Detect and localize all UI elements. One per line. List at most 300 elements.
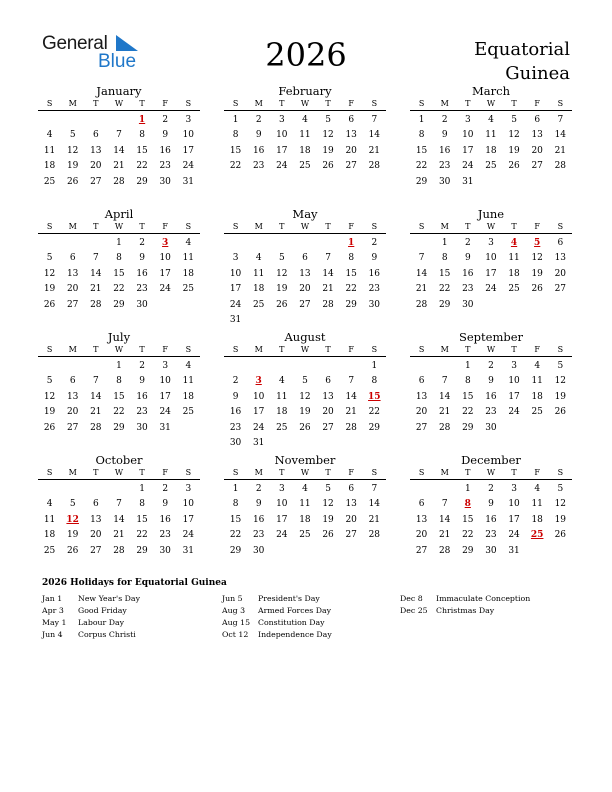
month-september xyxy=(410,330,572,436)
empty-day-cell xyxy=(84,236,107,251)
day-cell: 4 xyxy=(534,484,541,494)
day-cell: 10 xyxy=(276,499,288,510)
weekday-header xyxy=(38,344,200,357)
day-cell: 17 xyxy=(485,268,497,279)
day-cell: 9 xyxy=(371,253,378,264)
day-cell: 26 xyxy=(276,299,288,310)
day-cell: 3 xyxy=(278,115,285,125)
empty-day-cell xyxy=(317,359,340,374)
holiday-date: Jun 4 xyxy=(42,630,63,639)
day-cell: 15 xyxy=(415,145,428,156)
weekday-label: W xyxy=(114,345,124,354)
day-cell: 2 xyxy=(488,361,494,371)
weekday-label: S xyxy=(371,99,378,108)
empty-day-cell xyxy=(38,113,61,128)
day-cell: 20 xyxy=(299,284,311,295)
weekday-label: T xyxy=(325,222,331,231)
day-cell: 30 xyxy=(136,299,148,310)
day-cell: 17 xyxy=(276,514,288,525)
day-cell: 3 xyxy=(232,253,239,264)
weekday-label: F xyxy=(348,345,354,354)
weekday-label: W xyxy=(114,99,124,108)
day-cell: 12 xyxy=(531,253,543,264)
weekday-label: T xyxy=(325,468,331,477)
holiday-day-cell: 8 xyxy=(464,499,471,510)
day-cell: 17 xyxy=(508,514,520,525)
day-cell: 7 xyxy=(92,253,99,264)
day-cell: 28 xyxy=(90,422,102,433)
day-cell: 14 xyxy=(322,268,334,279)
empty-day-cell xyxy=(270,359,293,374)
day-cell: 17 xyxy=(229,284,242,295)
day-cell: 10 xyxy=(229,268,242,279)
day-cell: 9 xyxy=(232,391,239,402)
day-cell: 23 xyxy=(229,422,242,433)
day-cell: 5 xyxy=(557,361,564,371)
day-cell: 29 xyxy=(113,299,125,310)
day-cell: 19 xyxy=(299,407,311,418)
empty-day-cell xyxy=(38,236,61,251)
day-cell: 17 xyxy=(182,145,195,156)
day-cell: 29 xyxy=(136,545,148,556)
day-cell: 5 xyxy=(325,484,331,494)
empty-day-cell xyxy=(61,236,84,251)
day-cell: 23 xyxy=(159,161,171,172)
day-cell: 30 xyxy=(438,176,451,187)
day-cell: 26 xyxy=(554,530,567,541)
weekday-label: F xyxy=(348,468,354,477)
weekday-label: S xyxy=(46,222,53,231)
day-cell: 10 xyxy=(508,376,520,387)
weekday-header xyxy=(410,467,572,480)
day-cell: 25 xyxy=(182,284,195,295)
weekday-label: S xyxy=(418,468,425,477)
day-cell: 18 xyxy=(299,514,311,525)
day-cell: 14 xyxy=(90,268,102,279)
day-cell: 28 xyxy=(90,299,102,310)
day-cell: 13 xyxy=(554,253,567,264)
day-cell: 18 xyxy=(508,268,520,279)
weekday-label: T xyxy=(93,222,99,231)
holiday-day-cell: 3 xyxy=(162,238,169,248)
day-cell: 11 xyxy=(508,253,520,264)
day-cell: 22 xyxy=(462,407,474,418)
day-cell: 25 xyxy=(182,407,195,418)
day-cell: 16 xyxy=(485,391,497,402)
weekday-label: F xyxy=(534,222,540,231)
weekday-label: S xyxy=(232,345,239,354)
day-cell: 3 xyxy=(511,484,517,494)
day-cell: 14 xyxy=(415,268,428,279)
holiday-name: Immaculate Conception xyxy=(436,594,531,603)
day-cell: 6 xyxy=(302,253,308,264)
day-cell: 29 xyxy=(462,422,474,433)
holiday-name: Corpus Christi xyxy=(78,630,136,639)
weekday-label: S xyxy=(557,345,564,354)
day-cell: 23 xyxy=(136,407,148,418)
day-cell: 29 xyxy=(415,176,428,187)
weekday-label: M xyxy=(254,468,263,477)
day-cell: 8 xyxy=(441,253,448,264)
day-cell: 11 xyxy=(531,376,543,387)
month-name: December xyxy=(461,453,521,467)
day-cell: 19 xyxy=(554,391,567,402)
day-cell: 20 xyxy=(90,161,102,172)
day-grid xyxy=(224,234,386,328)
empty-day-cell xyxy=(61,113,84,128)
month-may xyxy=(224,207,386,328)
day-cell: 7 xyxy=(92,376,99,387)
day-cell: 4 xyxy=(488,115,494,125)
country-name xyxy=(474,38,570,86)
day-cell: 11 xyxy=(43,514,56,525)
day-cell: 20 xyxy=(66,284,79,295)
holiday-date: Aug 15 xyxy=(222,618,251,627)
day-cell: 11 xyxy=(485,130,497,141)
holiday-row xyxy=(400,593,530,605)
empty-day-cell xyxy=(247,236,270,251)
day-cell: 27 xyxy=(415,422,428,433)
holiday-date: Jun 5 xyxy=(222,594,243,603)
month-december xyxy=(410,453,572,559)
weekday-label: T xyxy=(279,99,285,108)
month-name: April xyxy=(104,207,134,221)
day-cell: 12 xyxy=(299,391,311,402)
weekday-label: W xyxy=(300,468,310,477)
day-cell: 4 xyxy=(46,499,53,510)
day-grid xyxy=(38,111,200,190)
month-name: July xyxy=(107,330,131,344)
day-cell: 5 xyxy=(278,253,285,264)
day-cell: 15 xyxy=(136,514,148,525)
empty-day-cell xyxy=(61,359,84,374)
day-cell: 18 xyxy=(182,391,195,402)
day-cell: 23 xyxy=(252,161,265,172)
day-cell: 12 xyxy=(554,376,567,387)
weekday-label: W xyxy=(486,468,496,477)
day-cell: 13 xyxy=(322,391,334,402)
day-cell: 16 xyxy=(229,407,242,418)
day-cell: 24 xyxy=(508,407,520,418)
day-cell: 22 xyxy=(462,530,474,541)
holiday-row xyxy=(42,593,140,605)
day-cell: 19 xyxy=(322,145,334,156)
day-cell: 28 xyxy=(322,299,334,310)
day-cell: 23 xyxy=(368,284,381,295)
day-cell: 31 xyxy=(508,545,520,556)
weekday-label: W xyxy=(300,99,310,108)
day-grid xyxy=(224,480,386,559)
day-cell: 21 xyxy=(415,284,428,295)
day-cell: 27 xyxy=(345,161,357,172)
country-name-line1: Equatorial xyxy=(474,39,570,60)
weekday-label: S xyxy=(418,99,425,108)
empty-day-cell xyxy=(61,482,84,497)
day-cell: 5 xyxy=(557,484,564,494)
day-cell: 9 xyxy=(162,130,169,141)
weekday-label: W xyxy=(300,345,310,354)
holiday-day-cell: 12 xyxy=(66,514,79,525)
weekday-label: S xyxy=(185,99,192,108)
day-cell: 2 xyxy=(232,376,239,387)
day-cell: 22 xyxy=(229,530,242,541)
day-cell: 7 xyxy=(371,115,378,125)
day-cell: 28 xyxy=(113,176,125,187)
day-cell: 30 xyxy=(159,176,171,187)
empty-day-cell xyxy=(107,113,130,128)
empty-day-cell xyxy=(224,236,247,251)
day-cell: 27 xyxy=(90,176,102,187)
day-cell: 21 xyxy=(113,530,125,541)
day-cell: 6 xyxy=(69,253,76,264)
weekday-label: M xyxy=(254,99,263,108)
day-cell: 12 xyxy=(66,145,79,156)
day-cell: 28 xyxy=(415,299,428,310)
weekday-label: F xyxy=(348,222,354,231)
month-name: June xyxy=(477,207,505,221)
day-cell: 16 xyxy=(462,268,474,279)
month-name: May xyxy=(292,207,318,221)
day-cell: 23 xyxy=(485,407,497,418)
day-cell: 9 xyxy=(488,499,494,510)
day-cell: 1 xyxy=(139,484,145,494)
weekday-header xyxy=(410,221,572,234)
weekday-label: T xyxy=(139,222,145,231)
day-cell: 1 xyxy=(116,238,122,248)
day-cell: 9 xyxy=(441,130,448,141)
day-cell: 21 xyxy=(90,284,102,295)
day-cell: 21 xyxy=(438,407,451,418)
day-cell: 21 xyxy=(368,145,381,156)
day-cell: 23 xyxy=(485,530,497,541)
weekday-header xyxy=(38,98,200,111)
day-cell: 25 xyxy=(299,530,311,541)
day-cell: 11 xyxy=(276,391,288,402)
day-cell: 9 xyxy=(464,253,471,264)
day-cell: 5 xyxy=(46,253,53,264)
day-cell: 2 xyxy=(139,361,145,371)
day-cell: 31 xyxy=(182,176,195,187)
day-cell: 4 xyxy=(278,376,285,387)
day-cell: 27 xyxy=(90,545,102,556)
day-cell: 8 xyxy=(371,376,378,387)
day-cell: 11 xyxy=(182,376,195,387)
day-cell: 9 xyxy=(139,376,145,387)
weekday-label: M xyxy=(254,222,263,231)
day-cell: 1 xyxy=(441,238,448,248)
day-cell: 20 xyxy=(345,145,357,156)
day-cell: 25 xyxy=(531,407,543,418)
holiday-row xyxy=(42,605,140,617)
month-name: January xyxy=(96,84,142,98)
day-cell: 7 xyxy=(441,376,448,387)
day-cell: 2 xyxy=(488,484,494,494)
day-cell: 15 xyxy=(229,514,242,525)
weekday-label: S xyxy=(557,468,564,477)
weekday-header xyxy=(224,221,386,234)
day-cell: 3 xyxy=(185,484,192,494)
day-cell: 5 xyxy=(46,376,53,387)
weekday-label: W xyxy=(486,345,496,354)
day-cell: 20 xyxy=(345,514,357,525)
day-cell: 14 xyxy=(438,391,451,402)
day-cell: 21 xyxy=(554,145,567,156)
empty-day-cell xyxy=(293,236,316,251)
day-cell: 12 xyxy=(322,499,334,510)
day-cell: 29 xyxy=(345,299,357,310)
day-cell: 17 xyxy=(462,145,474,156)
day-cell: 18 xyxy=(299,145,311,156)
day-cell: 26 xyxy=(43,422,56,433)
day-cell: 26 xyxy=(531,284,543,295)
day-cell: 13 xyxy=(345,499,357,510)
month-july xyxy=(38,330,200,436)
weekday-label: M xyxy=(68,99,77,108)
day-cell: 4 xyxy=(185,361,192,371)
day-cell: 13 xyxy=(415,514,428,525)
day-cell: 24 xyxy=(182,530,195,541)
day-cell: 11 xyxy=(299,130,311,141)
empty-day-cell xyxy=(433,482,456,497)
day-cell: 11 xyxy=(252,268,265,279)
empty-day-cell xyxy=(433,359,456,374)
day-cell: 4 xyxy=(302,115,308,125)
day-grid xyxy=(224,111,386,175)
holiday-day-cell: 4 xyxy=(510,238,518,248)
day-cell: 13 xyxy=(415,391,428,402)
day-cell: 19 xyxy=(66,530,79,541)
day-cell: 26 xyxy=(322,530,334,541)
day-cell: 9 xyxy=(162,499,169,510)
empty-day-cell xyxy=(84,482,107,497)
holiday-day-cell: 1 xyxy=(348,238,355,248)
day-grid xyxy=(410,480,572,559)
day-cell: 16 xyxy=(136,391,148,402)
day-cell: 25 xyxy=(252,299,265,310)
holiday-date: May 1 xyxy=(42,618,67,627)
day-cell: 19 xyxy=(43,407,56,418)
weekday-header xyxy=(38,221,200,234)
day-cell: 7 xyxy=(371,484,378,494)
day-cell: 4 xyxy=(534,361,541,371)
holiday-row xyxy=(222,617,332,629)
day-cell: 9 xyxy=(255,130,262,141)
day-cell: 14 xyxy=(345,391,357,402)
weekday-label: S xyxy=(232,222,239,231)
day-cell: 3 xyxy=(278,484,285,494)
day-cell: 19 xyxy=(322,514,334,525)
day-grid xyxy=(38,480,200,559)
holiday-day-cell: 1 xyxy=(138,115,146,125)
day-cell: 18 xyxy=(182,268,195,279)
day-cell: 16 xyxy=(136,268,148,279)
empty-day-cell xyxy=(38,482,61,497)
day-cell: 15 xyxy=(462,514,474,525)
day-cell: 22 xyxy=(368,407,381,418)
day-cell: 18 xyxy=(252,284,265,295)
day-cell: 3 xyxy=(488,238,494,248)
day-cell: 11 xyxy=(182,253,195,264)
day-cell: 27 xyxy=(66,422,79,433)
day-cell: 25 xyxy=(43,545,56,556)
weekday-label: M xyxy=(440,222,449,231)
day-cell: 2 xyxy=(441,115,448,125)
day-cell: 24 xyxy=(182,161,195,172)
day-cell: 5 xyxy=(325,115,331,125)
weekday-header xyxy=(410,98,572,111)
day-cell: 6 xyxy=(348,484,355,494)
holiday-name: New Year's Day xyxy=(78,594,140,603)
holiday-name: Independence Day xyxy=(258,630,332,639)
day-cell: 12 xyxy=(43,391,56,402)
weekday-label: W xyxy=(486,99,496,108)
day-cell: 16 xyxy=(368,268,381,279)
day-cell: 19 xyxy=(43,284,56,295)
day-cell: 6 xyxy=(534,115,541,125)
day-cell: 7 xyxy=(116,130,122,141)
weekday-label: T xyxy=(325,99,331,108)
day-grid xyxy=(410,234,572,313)
day-cell: 7 xyxy=(441,499,448,510)
day-cell: 18 xyxy=(531,391,543,402)
day-cell: 30 xyxy=(368,299,381,310)
month-name: November xyxy=(274,453,336,467)
holiday-name: President's Day xyxy=(258,594,320,603)
month-name: October xyxy=(95,453,143,467)
day-cell: 22 xyxy=(345,284,357,295)
day-cell: 8 xyxy=(418,130,425,141)
holiday-name: Armed Forces Day xyxy=(258,606,332,615)
day-cell: 27 xyxy=(554,284,567,295)
day-cell: 16 xyxy=(438,145,451,156)
month-october xyxy=(38,453,200,559)
day-cell: 4 xyxy=(185,238,192,248)
day-cell: 15 xyxy=(113,268,125,279)
day-cell: 24 xyxy=(276,161,288,172)
holidays-column xyxy=(42,593,140,641)
day-cell: 3 xyxy=(185,115,192,125)
day-grid xyxy=(38,357,200,436)
day-cell: 24 xyxy=(276,530,288,541)
day-cell: 18 xyxy=(276,407,288,418)
day-cell: 5 xyxy=(69,499,76,510)
weekday-label: S xyxy=(371,468,378,477)
day-cell: 13 xyxy=(531,130,543,141)
weekday-label: T xyxy=(465,222,471,231)
day-cell: 29 xyxy=(113,422,125,433)
day-cell: 12 xyxy=(322,130,334,141)
day-cell: 2 xyxy=(255,115,262,125)
holiday-name: Good Friday xyxy=(78,606,127,615)
month-february xyxy=(224,84,386,175)
day-cell: 26 xyxy=(554,407,567,418)
day-cell: 31 xyxy=(229,314,242,325)
day-cell: 4 xyxy=(46,130,53,141)
day-cell: 10 xyxy=(508,499,520,510)
day-cell: 12 xyxy=(276,268,288,279)
weekday-label: T xyxy=(511,222,517,231)
day-cell: 6 xyxy=(348,115,355,125)
day-cell: 13 xyxy=(90,145,102,156)
day-cell: 19 xyxy=(276,284,288,295)
day-cell: 12 xyxy=(43,268,56,279)
weekday-label: S xyxy=(371,345,378,354)
empty-day-cell xyxy=(293,359,316,374)
day-cell: 3 xyxy=(511,361,517,371)
day-cell: 6 xyxy=(325,376,331,387)
day-cell: 29 xyxy=(368,422,381,433)
day-cell: 14 xyxy=(113,145,125,156)
